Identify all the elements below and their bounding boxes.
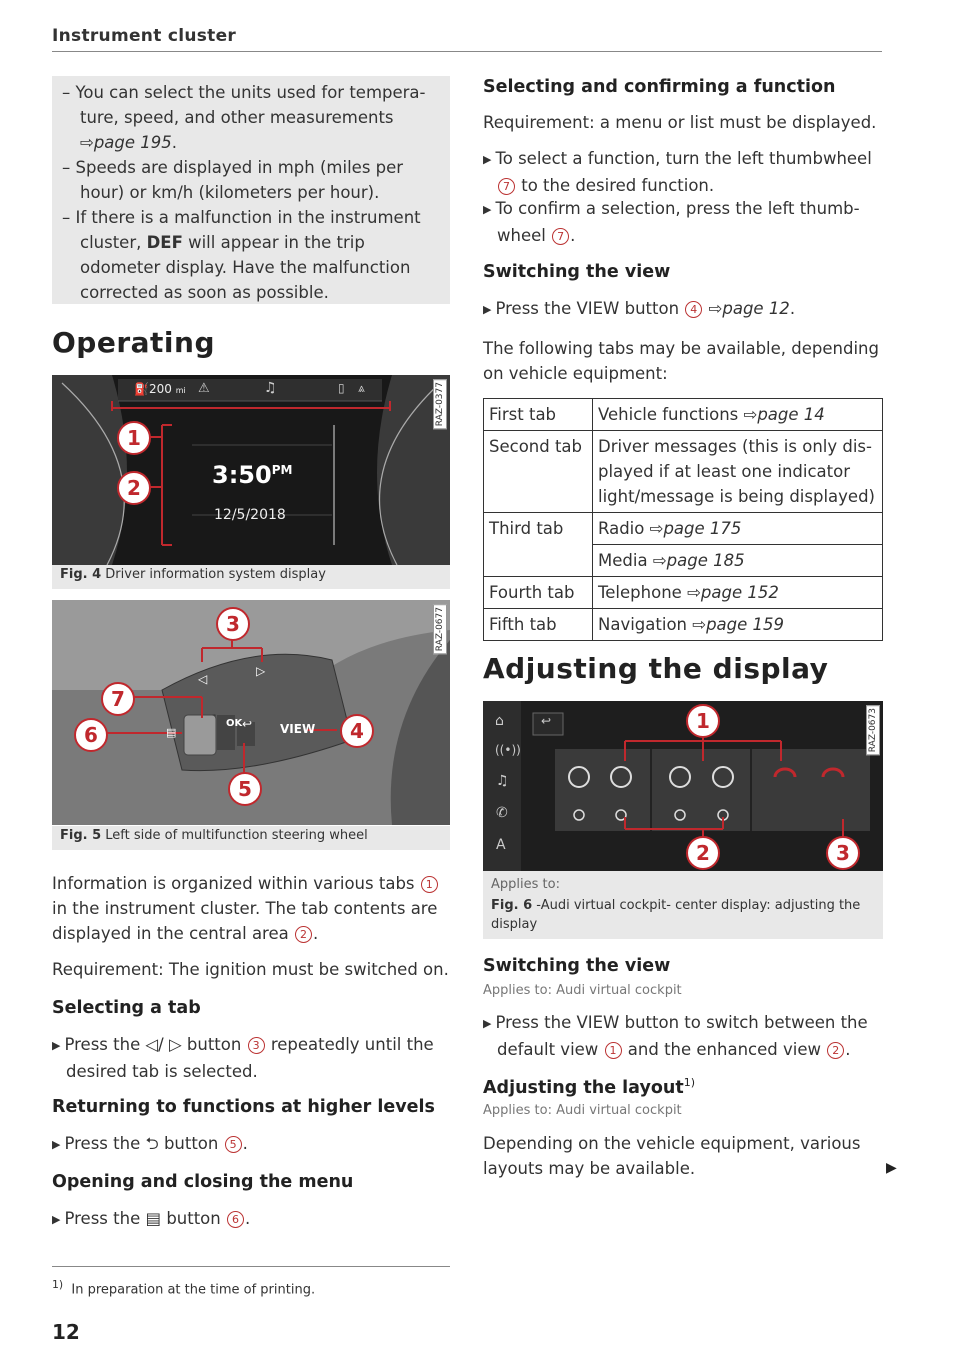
callout-ref: 1 [605, 1042, 622, 1059]
range-readout [134, 382, 186, 396]
desc-text: Navigation [598, 615, 687, 634]
view-label: VIEW [280, 722, 316, 736]
desc-cell [593, 545, 883, 577]
section-title-operating: Operating [52, 326, 215, 359]
page-number: 12 [52, 1320, 80, 1344]
bullet-text: button [163, 1134, 219, 1153]
music-icon: ♫ [496, 773, 509, 789]
desc-cell [593, 577, 883, 609]
applies-text: Applies to: Audi virtual cockpit [483, 983, 682, 998]
bullet-end: . [845, 1040, 851, 1059]
desc-cell [593, 399, 883, 431]
note-text: Speeds are displayed in mph (miles per hour) or km/h (kilometers per hour). [75, 158, 404, 202]
bullet-end: . [245, 1209, 251, 1228]
bullet-text: To select a function, turn the left thumbwheel [495, 149, 872, 168]
callout-badge: 1 [686, 704, 720, 738]
back-icon: ↩ [242, 717, 253, 731]
note-box [52, 76, 450, 304]
heading-menu: Opening and closing the menu [52, 1172, 354, 1192]
def-label: DEF [146, 233, 183, 252]
desc-text: Telephone [598, 583, 682, 602]
bullet-text: to the desired function. [521, 176, 715, 195]
figure-4 [52, 375, 450, 565]
figure-tag: RAZ-0673 [866, 705, 880, 755]
page-header: Instrument cluster [52, 26, 237, 46]
back-icon: ↩ [541, 714, 552, 728]
heading-text: Adjusting the layout [483, 1077, 684, 1098]
bullet-item [52, 1131, 450, 1158]
callout-ref: 7 [498, 178, 515, 195]
bullet-end: . [242, 1134, 248, 1153]
figure-5 [52, 600, 450, 825]
page-ref-arrow-icon: ⇨ [652, 551, 667, 570]
home-icon: ⌂ [495, 713, 504, 729]
callout-badge: 4 [340, 714, 374, 748]
figure-label: Fig. 6 [491, 898, 533, 913]
figure-tag: RAZ-0677 [433, 604, 447, 654]
desc-cell [593, 609, 883, 641]
desc-cell [593, 513, 883, 545]
note-text: will appear in the trip odometer display. Have the malfunction corrected as soon as possible. [80, 233, 411, 302]
callout-badge: 1 [117, 421, 151, 455]
footnote-text: In preparation at the time of printing. [71, 1282, 316, 1298]
bullet-end: . [789, 299, 796, 318]
bullet-end: . [570, 226, 576, 245]
note-item: – Speeds are displayed in mph (miles per hour) or km/h (kilometers per hour). [62, 158, 404, 202]
bullet-text: Press the [64, 1209, 141, 1228]
bullet-text: button [166, 1209, 221, 1228]
ok-label: OK [226, 718, 243, 729]
callout-ref: 1 [421, 876, 438, 893]
desc-text: Media [598, 551, 648, 570]
figure-label: Fig. 5 [60, 828, 102, 843]
bullet-item [483, 296, 883, 323]
bullet-text: Press the VIEW button [495, 299, 680, 318]
bullet-icon: ▶ [52, 1213, 61, 1226]
page-ref[interactable]: page 159 [706, 615, 785, 634]
applies-label: Applies to: [491, 877, 560, 892]
callout-ref: 7 [552, 228, 569, 245]
heading-switch-view: Switching the view [483, 262, 671, 282]
caption-text: -Audi virtual cockpit- center display: adjusting the display [491, 898, 861, 932]
back-icon: ⮌ [145, 1134, 159, 1153]
page-ref[interactable]: page 14 [757, 405, 825, 424]
bullet-item [52, 1032, 450, 1084]
heading-layout [483, 1076, 695, 1098]
nav-icon: A [496, 837, 506, 853]
callout-badge: 2 [117, 471, 151, 505]
footnote-divider [52, 1266, 450, 1267]
note-text: You can select the units used for temperature, speed, and other measurements [75, 83, 426, 127]
bullet-text: Press the ◁/ ▷ button [64, 1035, 242, 1054]
callout-ref: 2 [827, 1042, 844, 1059]
figure-6-caption [483, 871, 883, 939]
bullet-text: Press the VIEW button to switch between the default view [495, 1013, 868, 1059]
callout-badge: 7 [101, 682, 135, 716]
tabs-intro: The following tabs may be available, depending on vehicle equipment: [483, 339, 879, 383]
table-row [484, 513, 883, 545]
heading-returning: Returning to functions at higher levels [52, 1097, 435, 1117]
layout-text: Depending on the vehicle equipment, various layouts may be available. [483, 1134, 861, 1178]
time-suffix: PM [271, 463, 293, 477]
tab-cell: Second tab [484, 431, 593, 513]
caption-line [491, 896, 883, 934]
page-ref[interactable]: page 185 [666, 551, 745, 570]
header-divider [52, 51, 882, 52]
bullet-item [483, 1010, 883, 1062]
phone-status-icon: ▯ [338, 381, 345, 395]
warning-icon: ⚠ [198, 381, 210, 396]
bullet-item [52, 1206, 450, 1233]
table-row [484, 431, 883, 513]
bullet-icon: ▶ [483, 203, 492, 216]
bullet-icon: ▶ [483, 153, 492, 166]
bullet-text: To confirm a selection, press the left thumbwheel [495, 199, 860, 245]
intro-text: Information is organized within various tabs [52, 874, 415, 893]
clock-date: 12/5/2018 [214, 507, 286, 523]
intro-paragraph [52, 871, 450, 946]
music-icon: ♫ [264, 380, 277, 396]
intro-text: in the instrument cluster. The tab contents are displayed in the central area [52, 899, 438, 943]
bullet-item [483, 146, 883, 198]
footnote-mark: 1) [52, 1278, 64, 1291]
figure-4-caption [52, 565, 450, 589]
requirement-text: Requirement: The ignition must be switched on. [52, 960, 449, 979]
intro-end: . [313, 924, 319, 943]
heading-selecting-tab: Selecting a tab [52, 998, 201, 1018]
tab-cell: Fifth tab [484, 609, 593, 641]
callout-badge: 2 [686, 836, 720, 870]
note-item: – You can select the units used for temperature, speed, and other measurements ⇨page 195. [62, 83, 426, 152]
callout-ref: 6 [227, 1211, 244, 1228]
range-unit: mi [175, 386, 186, 395]
bullet-icon: ▶ [483, 303, 492, 316]
table-row [484, 577, 883, 609]
callout-badge: 5 [228, 772, 262, 806]
time-value: 3:50 [212, 461, 272, 489]
table-row [484, 609, 883, 641]
bullet-text: Press the [64, 1134, 141, 1153]
footnote-mark: 1) [683, 1076, 695, 1089]
bullet-icon: ▶ [483, 1017, 492, 1030]
desc-text: Vehicle functions [598, 405, 739, 424]
page-ref-arrow-icon: ⇨ [687, 583, 701, 602]
callout-ref: 2 [295, 926, 312, 943]
page-ref-arrow-icon: ⇨ [692, 615, 707, 634]
page-ref[interactable]: page 175 [663, 519, 742, 538]
callout-ref: 3 [248, 1037, 265, 1054]
callout-badge: 3 [216, 607, 250, 641]
figure-5-caption [52, 826, 450, 850]
phone-icon: ✆ [496, 805, 508, 821]
footnote [52, 1278, 315, 1297]
page-ref[interactable]: page 195 [93, 133, 172, 152]
figure-6 [483, 701, 883, 871]
caption-text: Left side of multifunction steering wheel [105, 828, 368, 843]
radio-icon: ((•)) [495, 743, 521, 757]
note-item: – If there is a malfunction in the instrument cluster, DEF will appear in the trip odometer display. Have the malfunction corrected as soon as possible. [62, 208, 421, 302]
callout-ref: 5 [225, 1136, 242, 1153]
page-ref-arrow-icon: ⇨ [80, 133, 94, 152]
clock-time [212, 461, 292, 489]
page-ref-arrow-icon: ⇨ [649, 519, 664, 538]
callout-badge: 3 [826, 836, 860, 870]
applies-text: Applies to: Audi virtual cockpit [483, 1103, 682, 1118]
callout-badge: 6 [74, 718, 108, 752]
page-ref[interactable]: page 152 [700, 583, 779, 602]
tab-left-icon: ◁ [198, 672, 208, 686]
menu-icon: ▤ [145, 1209, 162, 1228]
tab-cell: Fourth tab [484, 577, 593, 609]
figure-label: Fig. 4 [60, 567, 102, 582]
fuel-icon: ⛽ [134, 382, 149, 396]
bullet-icon: ▶ [52, 1039, 61, 1052]
section-title-adjusting: Adjusting the display [483, 652, 829, 685]
desc-cell: Driver messages (this is only displayed if at least one indicator light/message is being displayed) [593, 431, 883, 513]
note-text: If there is a malfunction in the instrument cluster, [75, 208, 421, 252]
requirement-text: Requirement: a menu or list must be displayed. [483, 113, 877, 132]
continue-arrow-icon: ▶ [886, 1160, 897, 1176]
menu-icon: ▤ [166, 726, 177, 739]
tab-cell: First tab [484, 399, 593, 431]
callout-ref: 4 [685, 301, 702, 318]
heading-select-function: Selecting and confirming a function [483, 77, 836, 97]
desc-text: Radio [598, 519, 645, 538]
tabs-table [483, 398, 883, 641]
table-row [484, 399, 883, 431]
bullet-text: repeatedly until the desired tab is selected. [66, 1035, 434, 1081]
bullet-item [483, 196, 883, 248]
note-tail: . [171, 133, 178, 152]
range-value: 200 [148, 382, 172, 396]
page-ref-arrow-icon: ⇨ [743, 405, 758, 424]
bullet-text: and the enhanced view [627, 1040, 821, 1059]
figure-tag: RAZ-0377 [433, 379, 447, 429]
heading-switch-view-2: Switching the view [483, 956, 671, 976]
nav-icon: ⩓ [358, 381, 365, 395]
caption-text: Driver information system display [105, 567, 326, 582]
bullet-icon: ▶ [52, 1138, 61, 1151]
page-ref[interactable]: page 12 [722, 299, 790, 318]
tab-right-icon: ▷ [256, 664, 266, 678]
page-ref-arrow-icon: ⇨ [708, 299, 723, 318]
tab-cell: Third tab [484, 513, 593, 577]
